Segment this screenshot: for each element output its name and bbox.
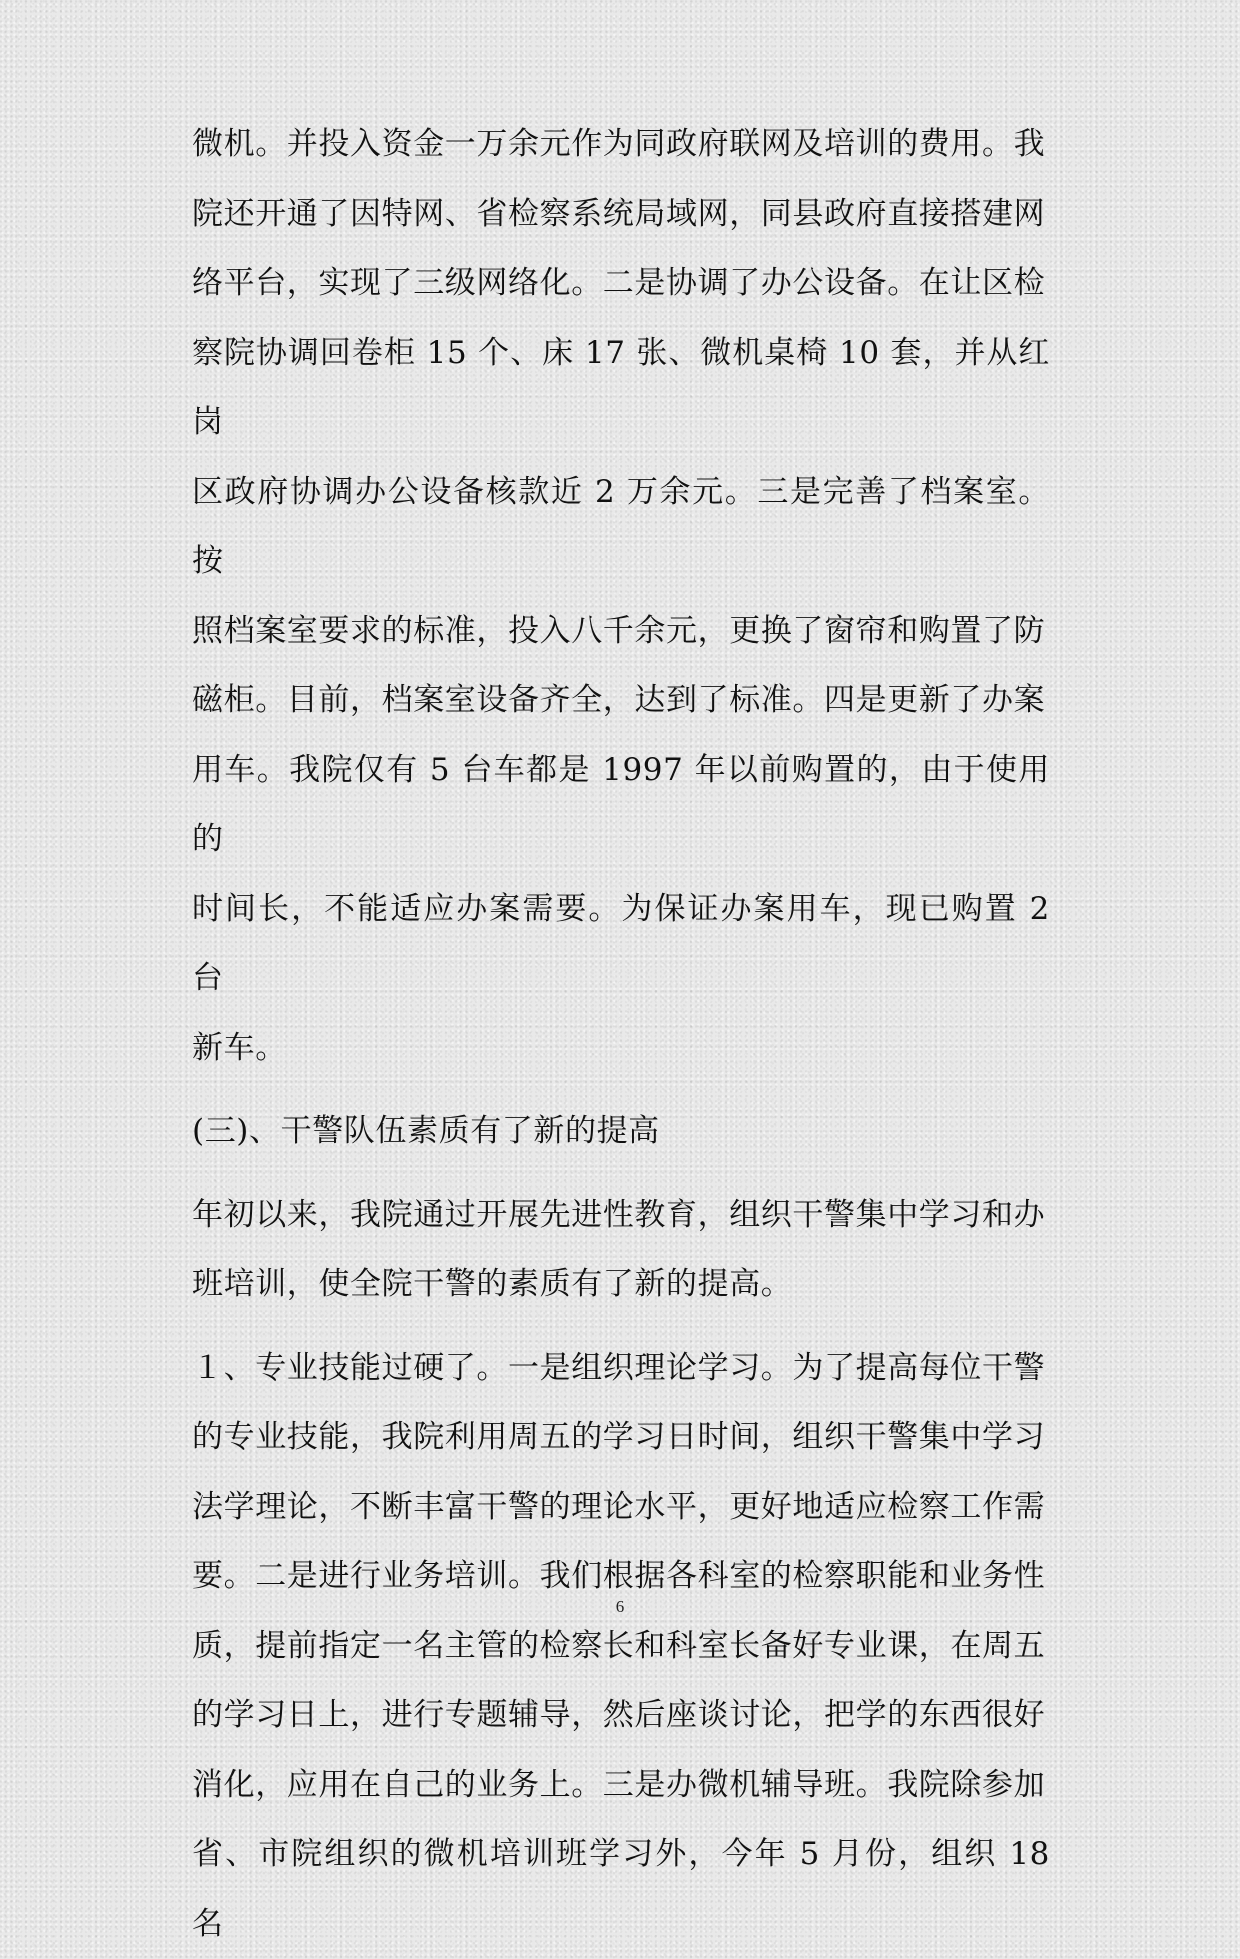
- page-number: 6: [0, 1597, 1240, 1617]
- section-heading: (三)、干警队伍素质有了新的提高: [192, 1097, 1050, 1167]
- document-page: [192, 110, 1050, 1959]
- body-paragraph-equipment: 微机。并投入资金一万余元作为同政府联网及培训的费用。我 院还开通了因特网、省检察系统局域网，同县政府直接搭建网 络平台，实现了三级网络化。二是协调了办公设备。在让区检 察院协调回卷柜 15 个、床 17 张、微机桌椅 10 套，并从红岗 区政府协调办公设备核款近 2 万余元。三是完善了档案室。按 照档案室要求的标准，投入八千余元，更换了窗帘和购置了防 磁柜。目前，档案室设备齐全，达到了标准。四是更新了办案 用车。我院仅有 5 台车都是 1997 年以前购置的，由于使用的 时间长，不能适应办案需要。为保证办案用车，现已购置 2 台 新车。: [192, 110, 1050, 1083]
- body-paragraph-intro: 年初以来，我院通过开展先进性教育，组织干警集中学习和办 班培训，使全院干警的素质有了新的提高。: [192, 1181, 1050, 1320]
- body-paragraph-skills: １、专业技能过硬了。一是组织理论学习。为了提高每位干警 的专业技能，我院利用周五的学习日时间，组织干警集中学习 法学理论，不断丰富干警的理论水平，更好地适应检察工作需 要。二是进行业务培训。我们根据各科室的检察职能和业务性 质，提前指定一名主管的检察长和科室长备好专业课，在周五 的学习日上，进行专题辅导，然后座谈讨论，把学的东西很好 消化，应用在自己的业务上。三是办微机辅导班。我院除参加 省、市院组织的微机培训班学习外，今年 5 月份，组织 18 名: [192, 1334, 1050, 1959]
